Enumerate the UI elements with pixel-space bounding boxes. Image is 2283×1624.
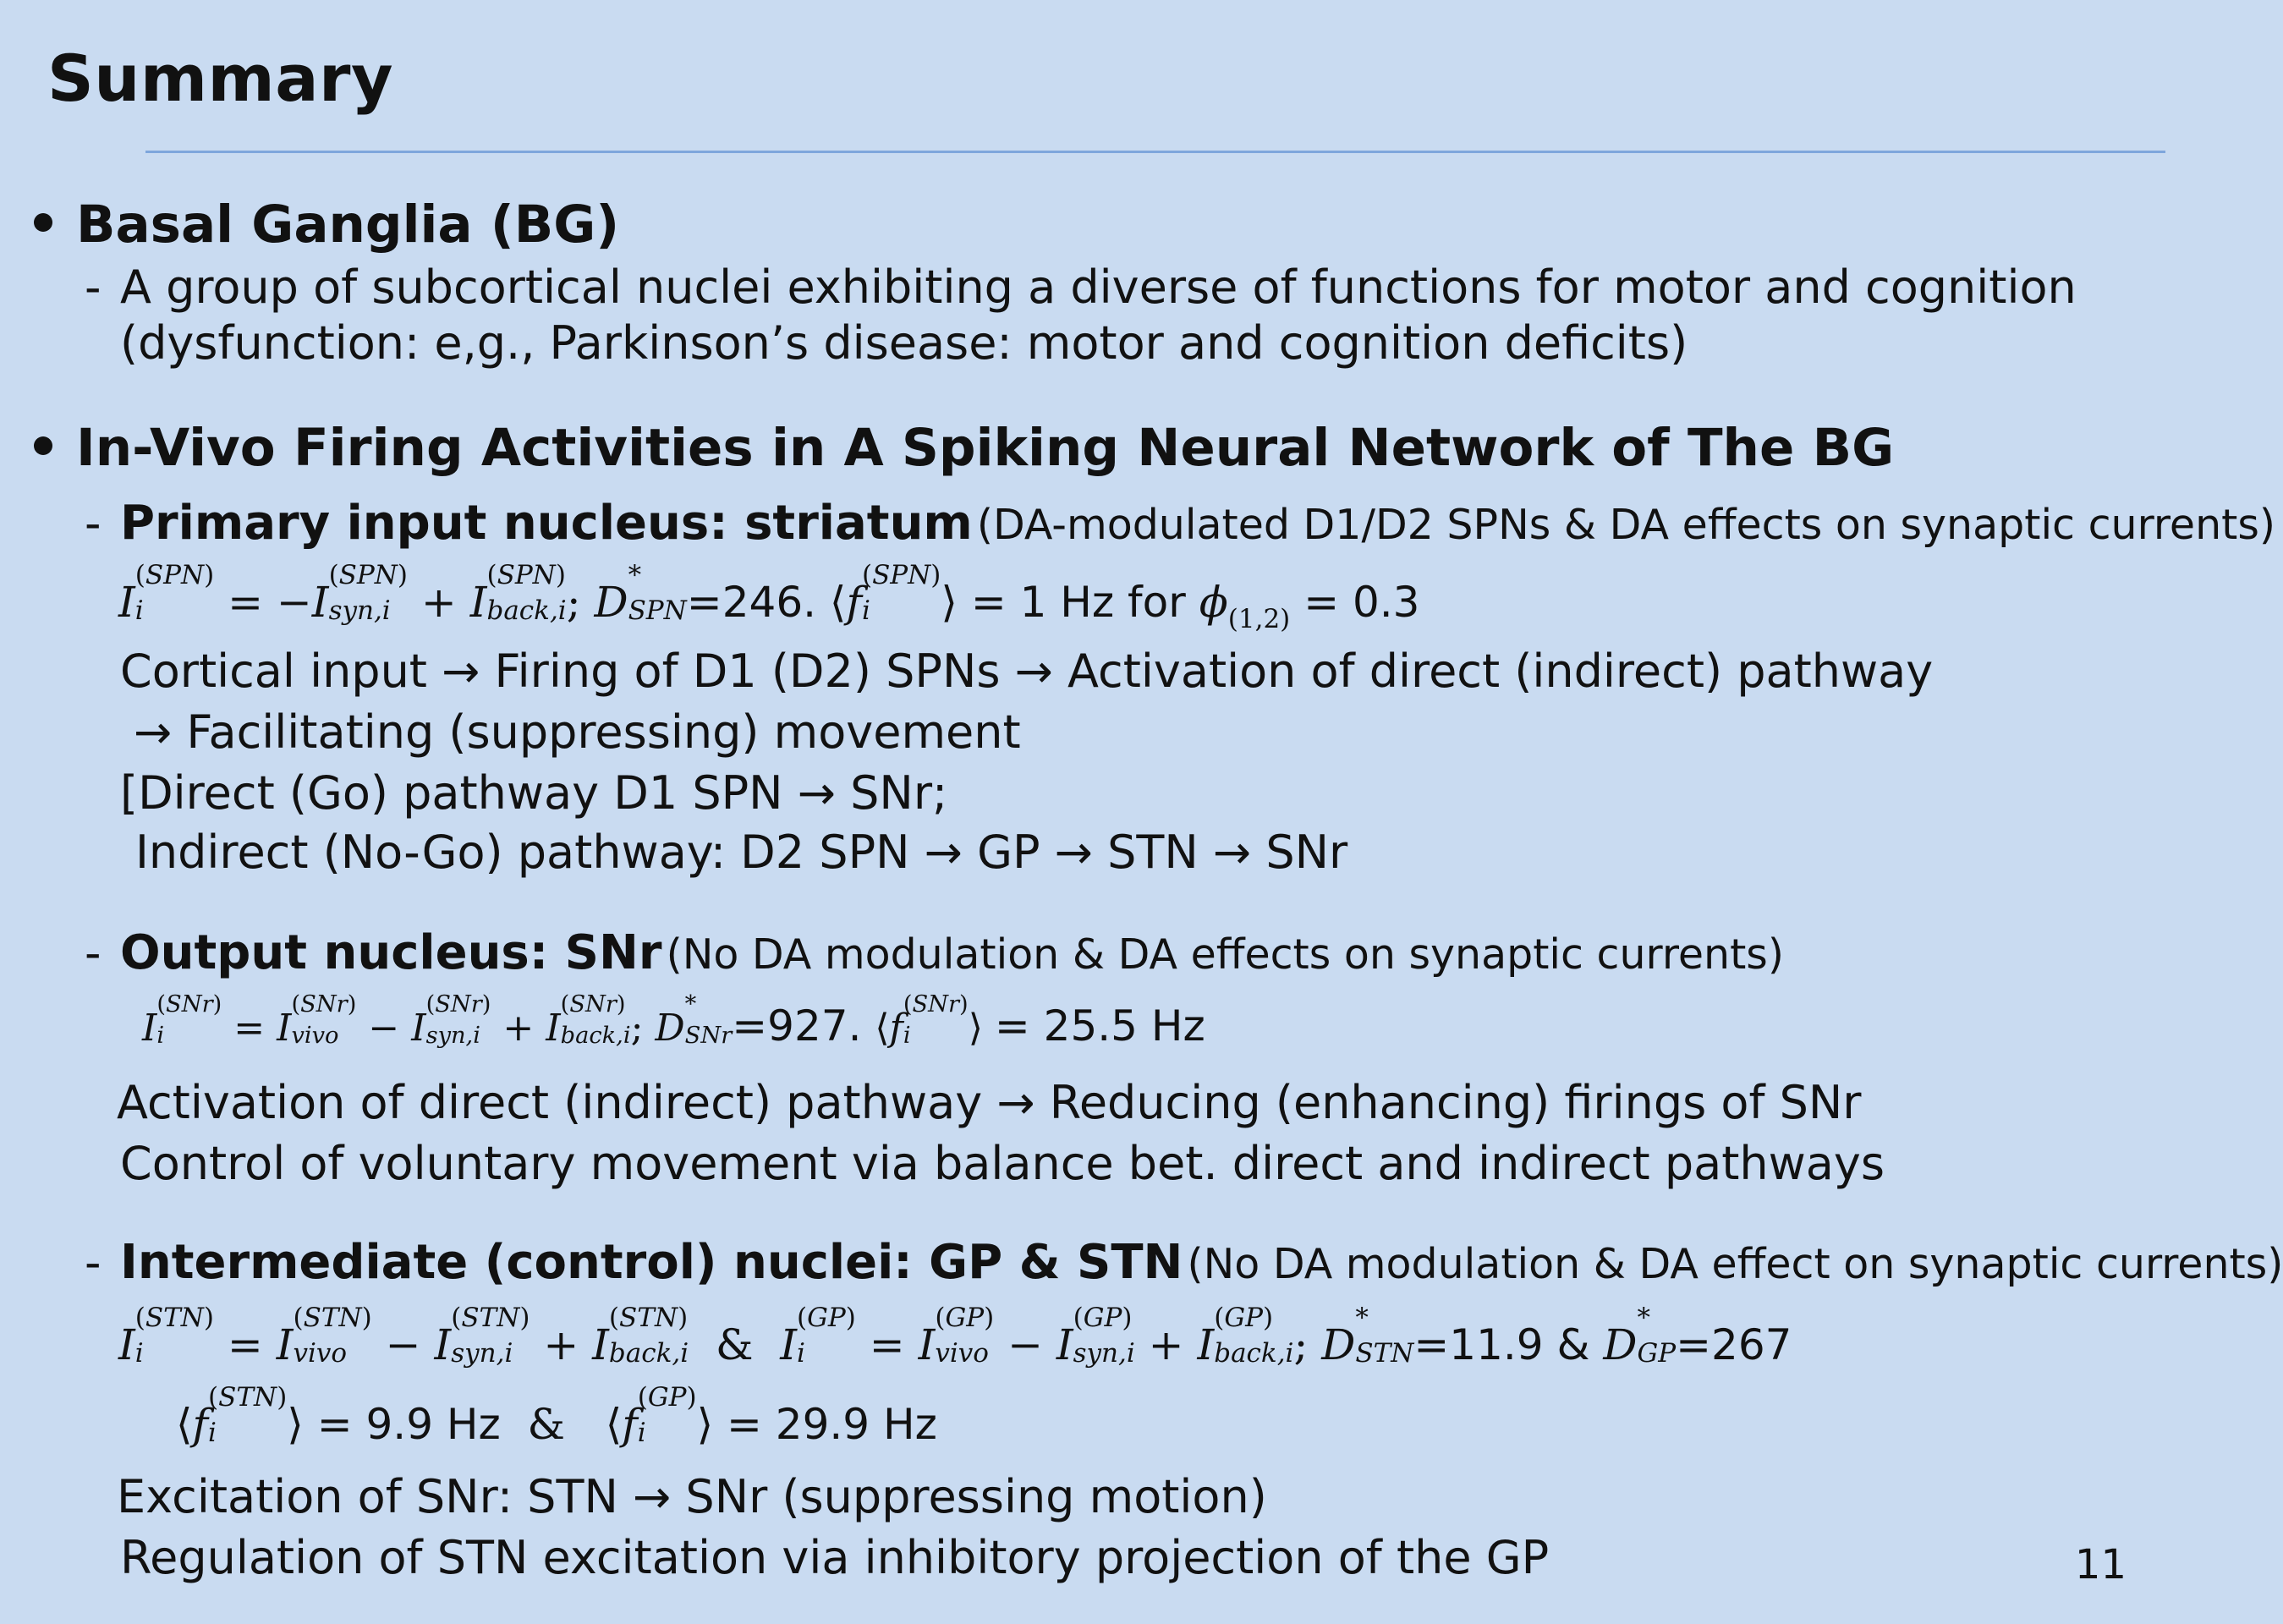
- gpstn-heading-line: - Intermediate (control) nuclei: GP & STN (No DA modulation & DA effect on synaptic currents): [85, 1235, 2283, 1290]
- gpstn-heading: Intermediate (control) nuclei: GP & STN: [120, 1235, 1183, 1290]
- snr-heading-line: - Output nucleus: SNr (No DA modulation & DA effects on synaptic currents): [85, 925, 1784, 980]
- striatum-heading-line: - Primary input nucleus: striatum (DA-modulated D1/D2 SPNs & DA effects on synaptic currents): [85, 496, 2275, 551]
- bullet-dot-icon: [34, 213, 52, 232]
- gpstn-line-1: Excitation of SNr: STN → SNr (suppressing motion): [117, 1470, 1267, 1523]
- striatum-line-1: Cortical input → Firing of D1 (D2) SPNs → Activation of direct (indirect) pathway: [120, 645, 1934, 698]
- bullet-basal-ganglia: [34, 195, 619, 255]
- striatum-line-2: → Facilitating (suppressing) movement: [134, 705, 1021, 759]
- gpstn-rates: ⟨f (STN) i ⟩ = 9.9 Hz & ⟨f (GP) i ⟩ = 29.9 Hz: [176, 1382, 937, 1449]
- slide-title: Summary: [47, 41, 394, 116]
- snr-equation: I (SNr) i = I (SNr) vivo − I (SNr) syn,i + I (SNr) back,i ; D * SNr =927. ⟨f (SNr) i ⟩ = 25.5 Hz: [142, 990, 1205, 1051]
- bullet-in-vivo: [34, 418, 1894, 478]
- gpstn-note: (No DA modulation & DA effect on synaptic currents): [1187, 1240, 2283, 1288]
- page-number: 11: [2074, 1541, 2127, 1588]
- striatum-line-4: Indirect (No-Go) pathway: D2 SPN → GP → STN → SNr: [135, 826, 1348, 879]
- gpstn-equation: I (STN) i = I (STN) vivo − I (STN) syn,i + I (STN) back,i & I (GP) i = I (GP) vivo − I (GP) syn,i + I (GP) back,i ; D * STN =11.9 & D * GP =267: [118, 1303, 1792, 1369]
- snr-note: (No DA modulation & DA effects on synaptic currents): [666, 930, 1784, 979]
- snr-heading: Output nucleus: SNr: [120, 925, 662, 980]
- bullet-heading: In-Vivo Firing Activities in A Spiking Neural Network of The BG: [76, 418, 1895, 478]
- striatum-line-3: [Direct (Go) pathway D1 SPN → SNr;: [120, 766, 948, 820]
- striatum-heading: Primary input nucleus: striatum: [120, 496, 973, 551]
- snr-line-2: Control of voluntary movement via balance bet. direct and indirect pathways: [120, 1137, 1885, 1190]
- snr-line-1: Activation of direct (indirect) pathway → Reducing (enhancing) firings of SNr: [117, 1076, 1862, 1129]
- bullet-dot-icon: [34, 436, 52, 455]
- striatum-equation: I (SPN) i = −I (SPN) syn,i + I (SPN) back,i ; D * SPN =246. ⟨f (SPN) i ⟩ = 1 Hz for ϕ(1,2) = 0.3: [118, 560, 1420, 634]
- gpstn-line-2: Regulation of STN excitation via inhibitory projection of the GP: [120, 1531, 1550, 1584]
- striatum-note: (DA-modulated D1/D2 SPNs & DA effects on synaptic currents): [976, 501, 2275, 549]
- bg-description-line-2: (dysfunction: e,g., Parkinson’s disease: motor and cognition deficits): [120, 316, 1688, 370]
- bg-description-line-1: - A group of subcortical nuclei exhibiting a diverse of functions for motor and cognition: [85, 261, 2077, 314]
- bullet-heading: Basal Ganglia (BG): [76, 195, 620, 255]
- title-divider: [145, 151, 2165, 153]
